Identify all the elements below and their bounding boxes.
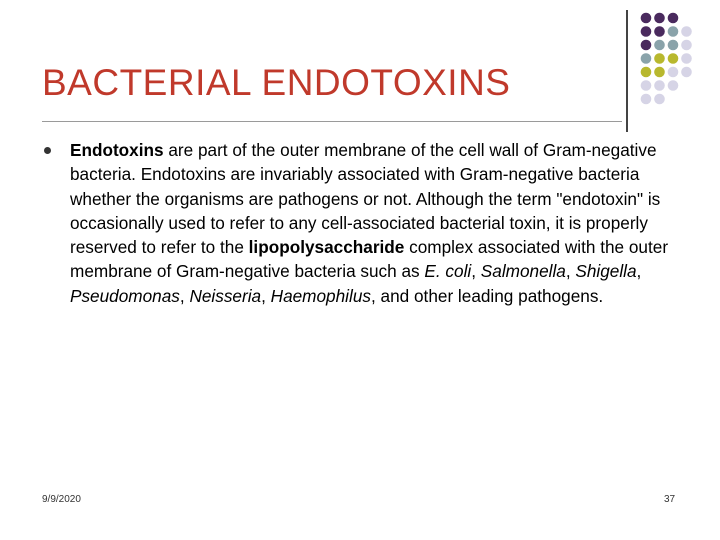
body-paragraph (70, 138, 670, 308)
body-text-tail: , and other leading pathogens. (370, 285, 604, 306)
separator: , (179, 285, 190, 306)
decorative-dot (641, 53, 652, 64)
body-text-part-2: complex associated with the outer membrane of Gram-negative bacteria such as (70, 237, 669, 282)
decorative-dot (654, 26, 665, 37)
decorative-dot (654, 13, 665, 24)
organism-neisseria: Neisseria (189, 285, 262, 306)
organism-e-coli: E. coli (424, 261, 472, 282)
term-endotoxins: Endotoxins (70, 140, 164, 160)
decorative-dot (681, 40, 692, 51)
decorative-dot (681, 67, 692, 78)
decorative-dot (654, 67, 665, 78)
separator: , (636, 261, 642, 282)
bullet-icon (44, 147, 51, 154)
organism-shigella: Shigella (575, 261, 637, 282)
vertical-divider (626, 10, 628, 132)
organism-pseudomonas: Pseudomonas (70, 285, 180, 306)
separator: , (261, 285, 271, 306)
organism-salmonella: Salmonella (480, 261, 566, 282)
term-lipopolysaccharide: lipopolysaccharide (248, 237, 405, 258)
decorative-dot (641, 94, 652, 105)
slide-number: 37 (664, 494, 676, 505)
decorative-dot (668, 53, 679, 64)
decorative-dot (641, 26, 652, 37)
decorative-dot (668, 80, 679, 91)
decorative-dot (641, 80, 652, 91)
separator: , (565, 261, 576, 282)
decorative-dot (654, 80, 665, 91)
decorative-dot (668, 40, 679, 51)
organism-haemophilus: Haemophilus (270, 285, 371, 306)
decorative-dot (681, 53, 692, 64)
decorative-dot (654, 40, 665, 51)
slide-title: BACTERIAL ENDOTOXINS (42, 62, 511, 103)
decorative-dot (641, 13, 652, 24)
decorative-dot (654, 94, 665, 105)
decorative-dot (681, 26, 692, 37)
decorative-dot (641, 40, 652, 51)
decorative-dot (641, 67, 652, 78)
decorative-dot (654, 53, 665, 64)
decorative-dot (668, 13, 679, 24)
decorative-dot (668, 26, 679, 37)
separator: , (471, 261, 481, 282)
title-divider (42, 121, 622, 122)
footer-date: 9/9/2020 (42, 494, 81, 505)
decorative-dot (668, 67, 679, 78)
body-text-part-1: are part of the outer membrane of the cell wall of Gram-negative bacteria. Endotoxins are invariably associated with Gram-negative bacteria whether the organisms are pathogens or not. Although the term "endotoxin" is occasionally used to refer to any cell-associated bacterial toxin, it is properly reserved to refer to the (70, 140, 661, 258)
